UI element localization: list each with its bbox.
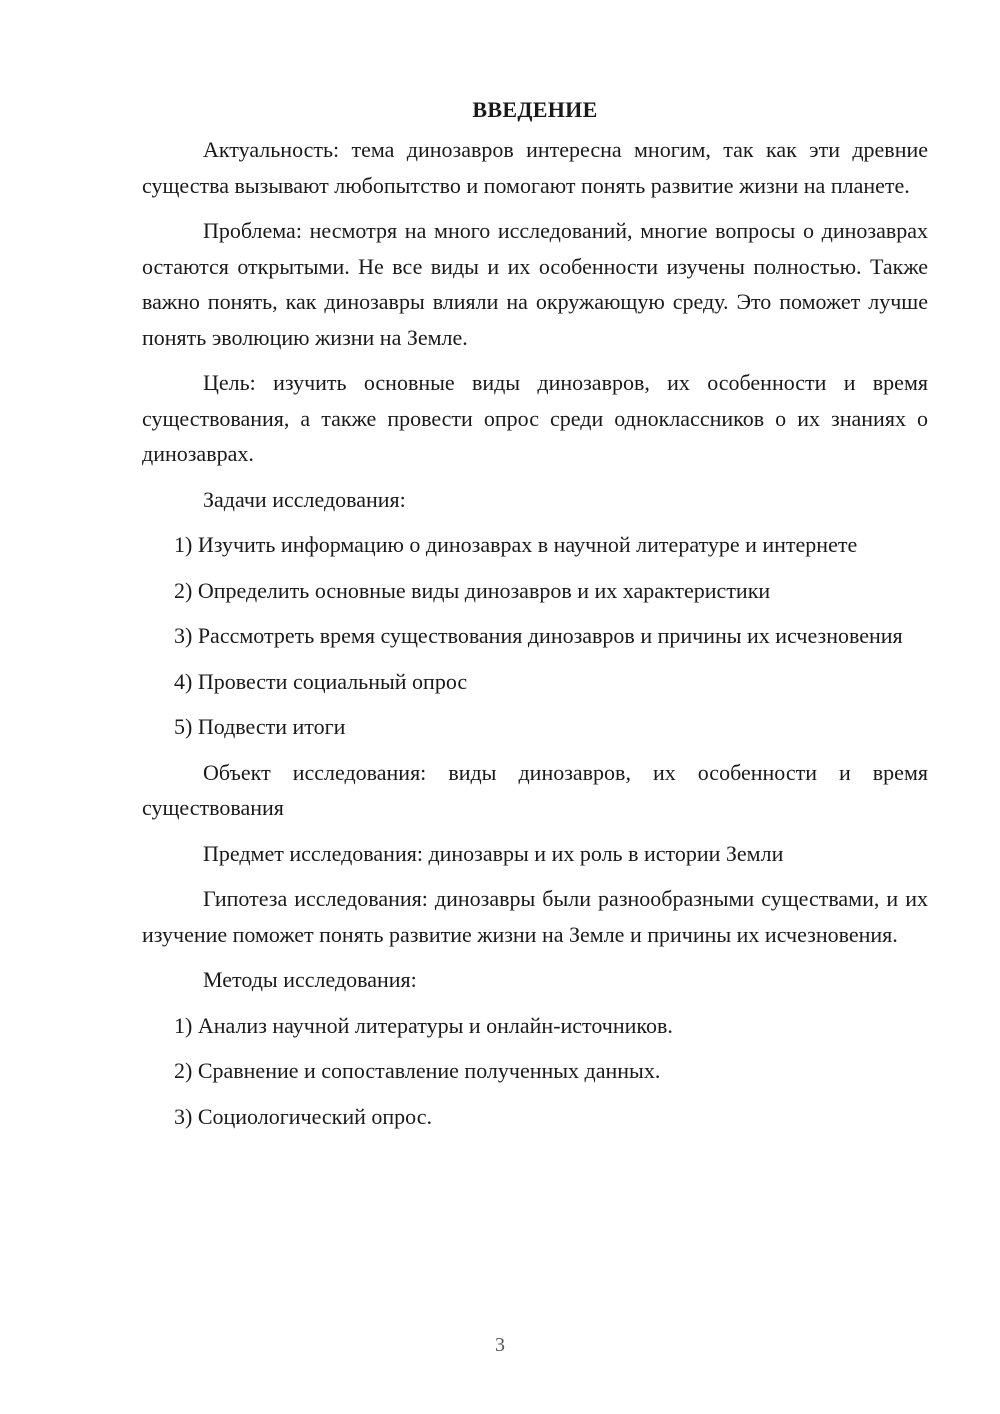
goal-paragraph: Цель: изучить основные виды динозавров, их особенности и время существования, а также провести опрос среди одноклассников о их знаниях о динозаврах.: [142, 370, 928, 466]
subject-paragraph: Предмет исследования: динозавры и их роль в истории Земли: [203, 840, 784, 866]
method-item-3: 3) Социологический опрос.: [174, 1103, 432, 1129]
page-number: 3: [495, 1334, 505, 1356]
relevance-paragraph: Актуальность: тема динозавров интересна многим, так как эти древние существа вызывают любопытство и помогают понять развитие жизни на планете.: [142, 137, 928, 198]
method-item-1: 1) Анализ научной литературы и онлайн-источников.: [174, 1012, 673, 1038]
page-title: ВВЕДЕНИЕ: [472, 97, 598, 122]
object-paragraph: Объект исследования: виды динозавров, их особенности и время существования: [142, 759, 928, 820]
document-page: [142, 92, 928, 1144]
problem-paragraph: Проблема: несмотря на много исследований, многие вопросы о динозаврах остаются открытыми. Не все виды и их особенности изучены полностью. Также важно понять, как динозавры влияли на окружающую среду. Это поможет лучше понять эволюцию жизни на Земле.: [142, 218, 928, 350]
hypothesis-paragraph: Гипотеза исследования: динозавры были разнообразными существами, и их изучение поможет понять развитие жизни на Земле и причины их исчезновения.: [142, 886, 928, 947]
task-item-5: 5) Подвести итоги: [174, 714, 346, 739]
task-item-4: 4) Провести социальный опрос: [174, 668, 468, 694]
methods-heading: Методы исследования:: [203, 967, 417, 992]
task-item-1: 1) Изучить информацию о динозаврах в научной литературе и интернете: [174, 532, 858, 557]
tasks-heading: Задачи исследования:: [203, 486, 406, 512]
task-item-2: 2) Определить основные виды динозавров и их характеристики: [174, 577, 771, 603]
method-item-2: 2) Сравнение и сопоставление полученных данных.: [174, 1058, 661, 1083]
task-item-3: 3) Рассмотреть время существования динозавров и причины их исчезновения: [174, 623, 903, 648]
